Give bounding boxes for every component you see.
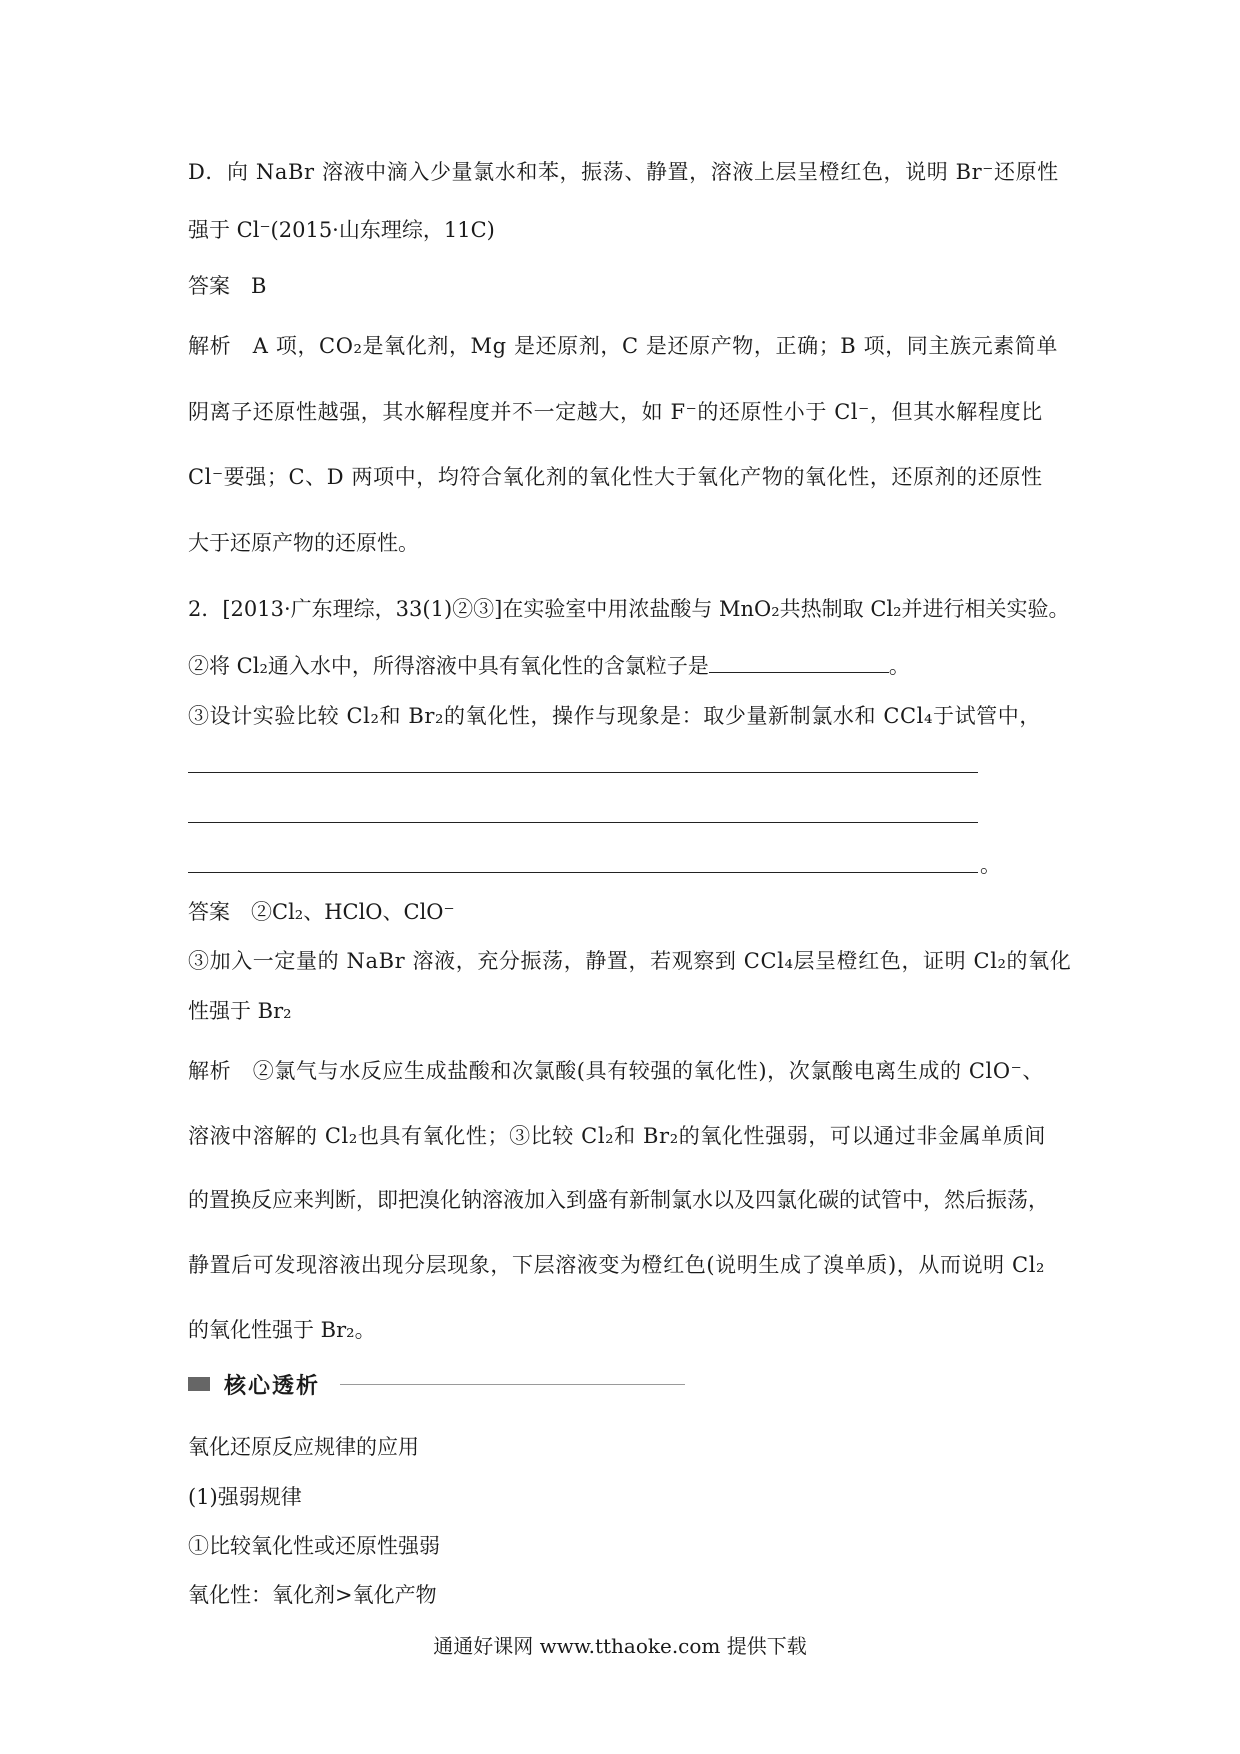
q2-part2-prefix: ②将 Cl₂通入水中，所得溶液中具有氧化性的含氯粒子是 bbox=[188, 654, 709, 678]
option-d-line-1: D．向 NaBr 溶液中滴入少量氯水和苯，振荡、静置，溶液上层呈橙红色，说明 Br⁻还原性 bbox=[188, 160, 1059, 184]
section-header bbox=[188, 1369, 320, 1399]
q1-analysis-line-4: 大于还原产物的还原性。 bbox=[188, 531, 419, 555]
core-heading: 氧化还原反应规律的应用 bbox=[188, 1435, 419, 1459]
section-title: 核心透析 bbox=[224, 1373, 321, 1399]
option-d-line-2: 强于 Cl⁻(2015·山东理综，11C) bbox=[188, 218, 495, 242]
q2-part2-blank bbox=[709, 652, 889, 673]
q2-answer-line-2: ③加入一定量的 NaBr 溶液，充分振荡，静置，若观察到 CCl₄层呈橙红色，证明 Cl₂的氧化 bbox=[188, 949, 1072, 973]
q2-part3: ③设计实验比较 Cl₂和 Br₂的氧化性，操作与现象是：取少量新制氯水和 CCl₄于试管中， bbox=[188, 704, 1041, 728]
section-square-icon bbox=[188, 1377, 210, 1391]
q1-answer: 答案 B bbox=[188, 274, 267, 298]
q1-analysis-line-3: Cl⁻要强；C、D 两项中，均符合氧化剂的氧化性大于氧化产物的氧化性，还原剂的还原性 bbox=[188, 465, 1043, 489]
q2-analysis-line-2: 溶液中溶解的 Cl₂也具有氧化性；③比较 Cl₂和 Br₂的氧化性强弱，可以通过非金属单质间 bbox=[188, 1124, 1046, 1148]
blank-end-mark: 。 bbox=[980, 853, 1001, 877]
core-item-1: ①比较氧化性或还原性强弱 bbox=[188, 1534, 440, 1558]
q2-answer-line-1: 答案 ②Cl₂、HClO、ClO⁻ bbox=[188, 900, 455, 924]
q2-answer-line-3: 性强于 Br₂ bbox=[188, 999, 292, 1023]
q2-stem: 2．[2013·广东理综，33(1)②③]在实验室中用浓盐酸与 MnO₂共热制取 Cl₂并进行相关实验。 bbox=[188, 597, 1070, 621]
answer-blank-line-1 bbox=[188, 772, 978, 773]
answer-blank-line-2 bbox=[188, 822, 978, 823]
core-subheading-1: (1)强弱规律 bbox=[188, 1485, 302, 1509]
q2-part2-suffix: 。 bbox=[888, 654, 910, 678]
q2-analysis-line-5: 的氧化性强于 Br₂。 bbox=[188, 1318, 376, 1342]
page-footer: 通通好课网 www.tthaoke.com 提供下载 bbox=[433, 1634, 807, 1658]
q1-analysis-line-1: 解析 A 项，CO₂是氧化剂，Mg 是还原剂，C 是还原产物，正确；B 项，同主族元素简单 bbox=[188, 334, 1059, 358]
section-divider bbox=[340, 1384, 685, 1385]
q2-analysis-line-1: 解析 ②氯气与水反应生成盐酸和次氯酸(具有较强的氧化性)，次氯酸电离生成的 ClO⁻、 bbox=[188, 1059, 1044, 1083]
answer-blank-line-3 bbox=[188, 872, 978, 873]
q1-analysis-line-2: 阴离子还原性越强，其水解程度并不一定越大，如 F⁻的还原性小于 Cl⁻，但其水解程度比 bbox=[188, 400, 1043, 424]
q2-analysis-line-4: 静置后可发现溶液出现分层现象，下层溶液变为橙红色(说明生成了溴单质)，从而说明 Cl₂ bbox=[188, 1253, 1046, 1277]
core-rule-1: 氧化性：氧化剂>氧化产物 bbox=[188, 1583, 437, 1607]
q2-part2 bbox=[188, 651, 1058, 681]
q2-analysis-line-3: 的置换反应来判断，即把溴化钠溶液加入到盛有新制氯水以及四氯化碳的试管中，然后振荡， bbox=[188, 1188, 1049, 1212]
